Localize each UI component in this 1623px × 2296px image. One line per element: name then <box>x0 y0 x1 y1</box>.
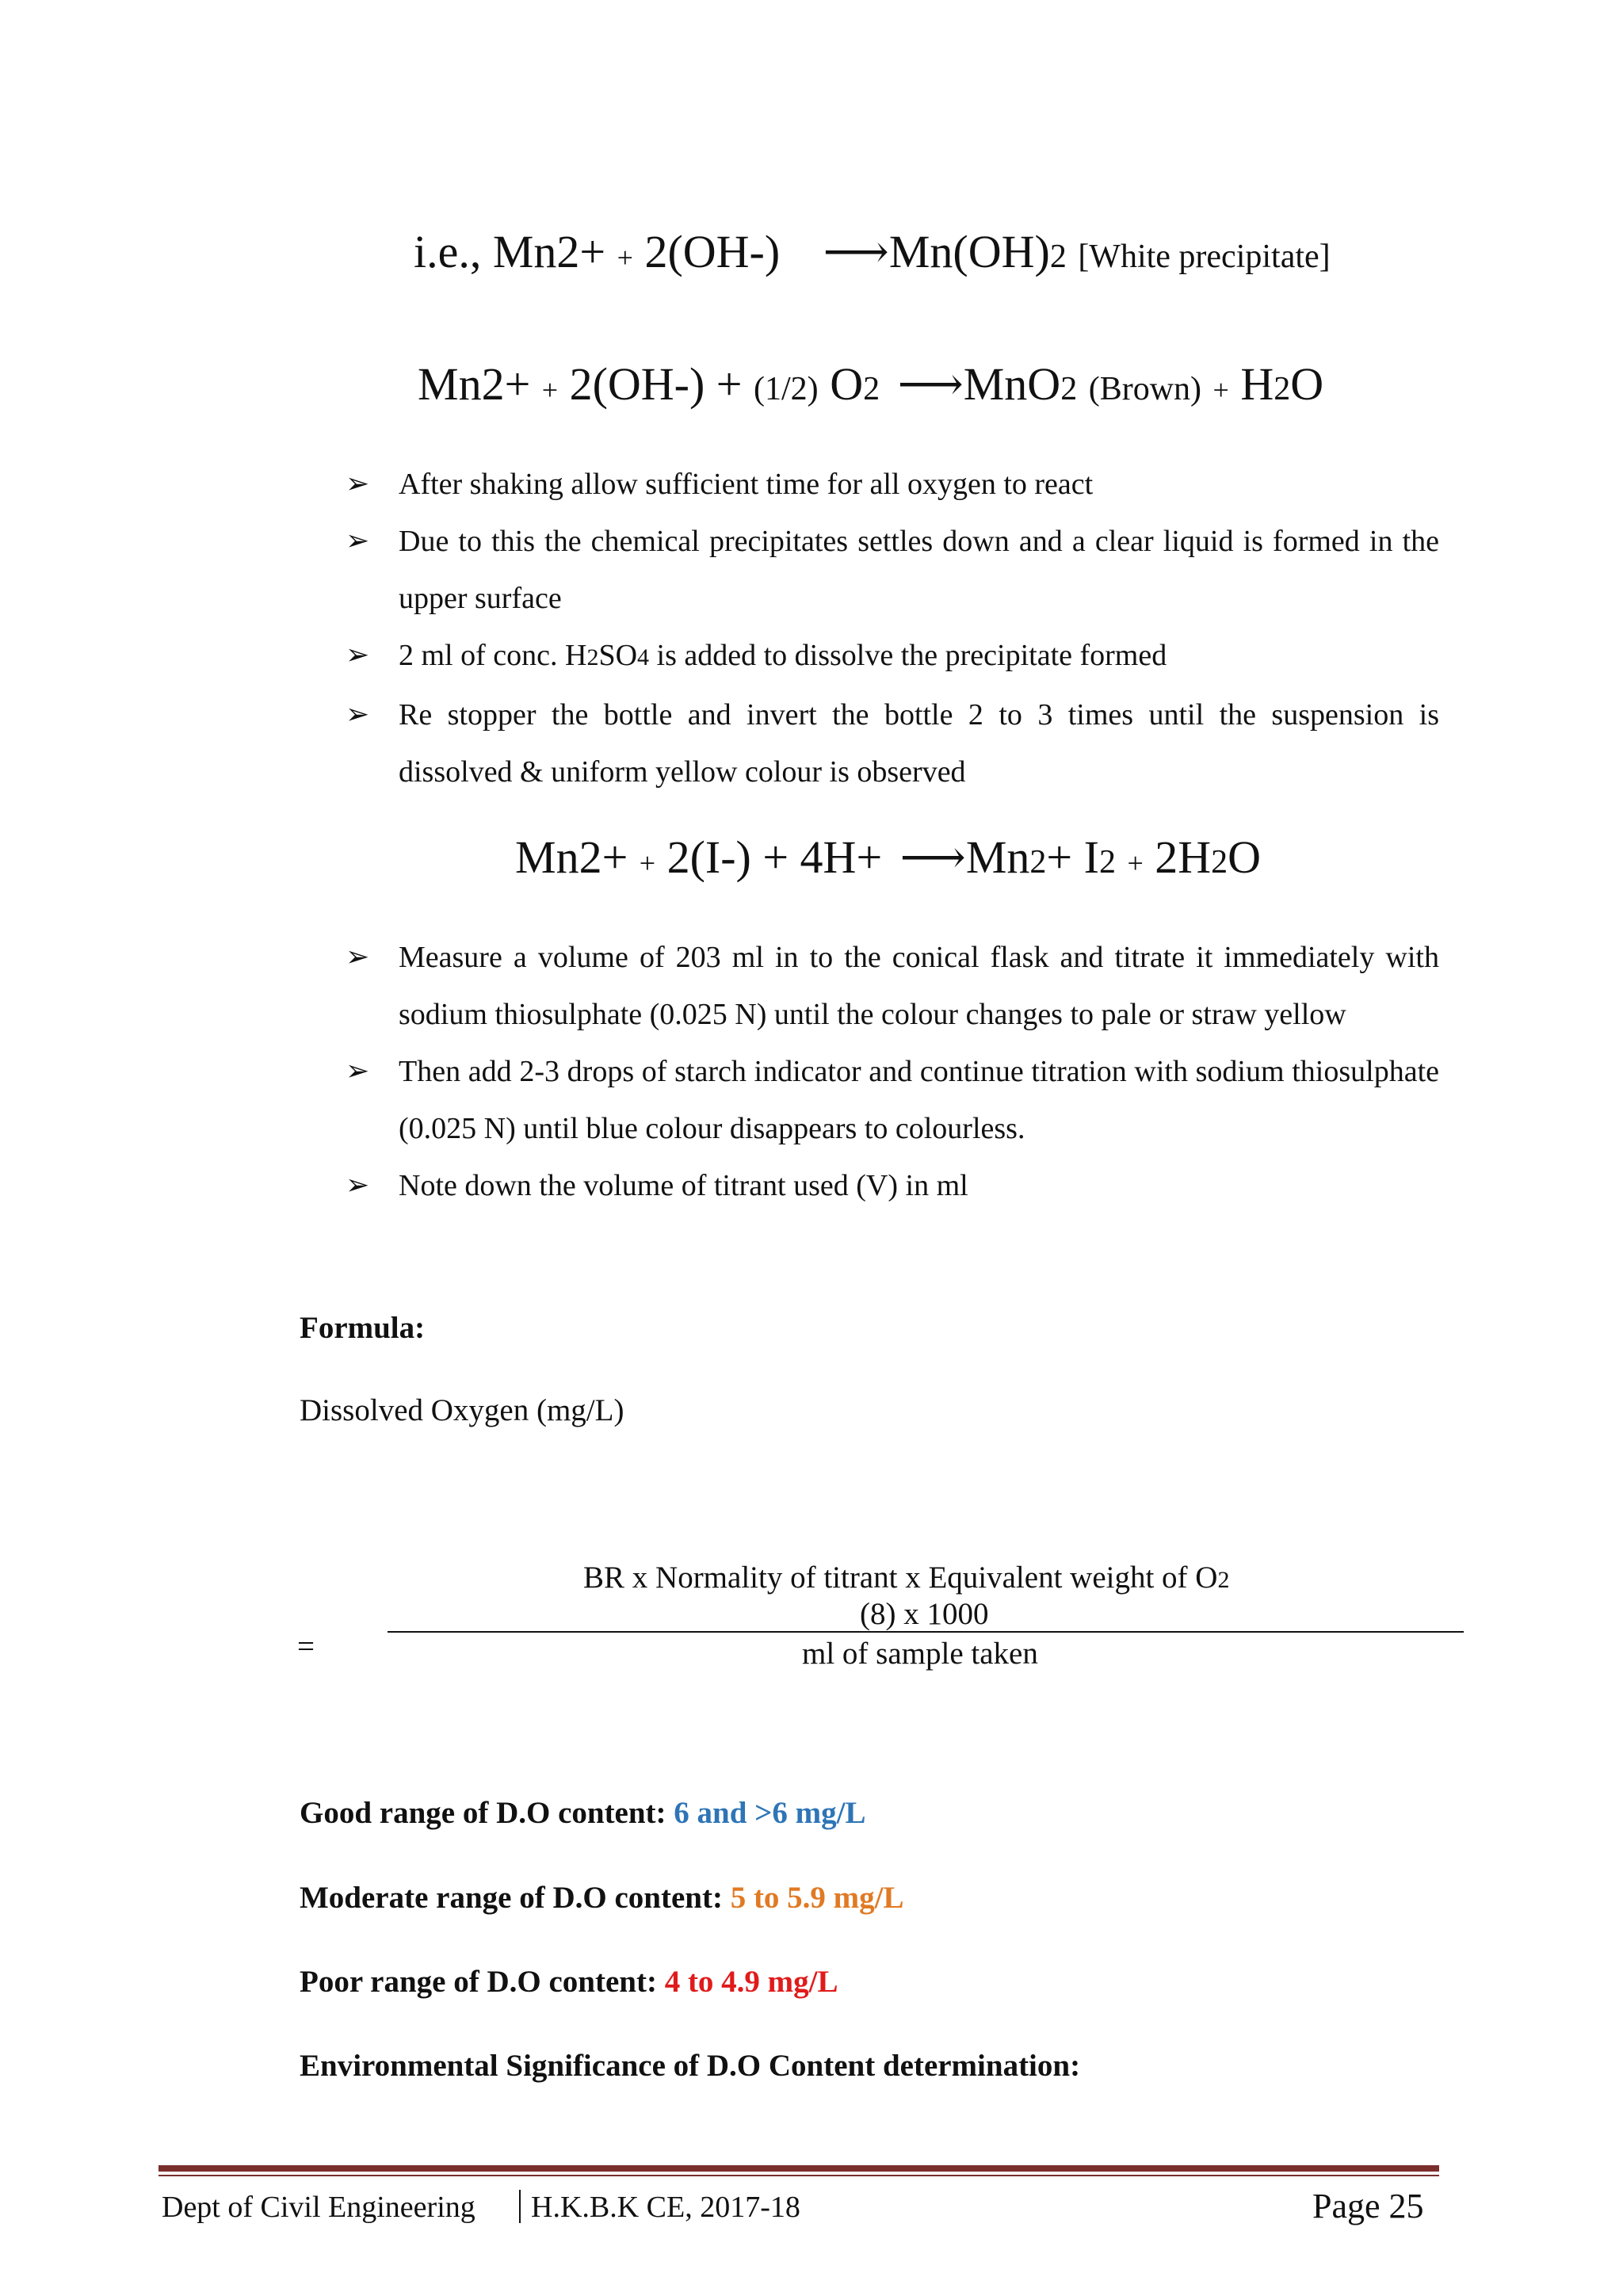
h2so4-sub2: 4 <box>637 644 650 670</box>
range-moderate-value: 5 to 5.9 mg/L <box>730 1881 904 1915</box>
list-item <box>346 1043 1439 1157</box>
eq3-mn2: Mn <box>965 831 1030 883</box>
eq1-plus: + <box>617 242 633 273</box>
list-item-text: Due to this the chemical precipitates settles down and a clear liquid is formed in the upper surface <box>399 525 1439 615</box>
page-number: Page 25 <box>1312 2187 1424 2225</box>
eq3-i-sub: 2 <box>1098 844 1116 881</box>
h2so4-sub1: 2 <box>586 644 599 670</box>
list-item-text: Note down the volume of titrant used (V) in ml <box>399 1169 968 1202</box>
formula-label: Dissolved Oxygen (mg/L) <box>300 1393 624 1427</box>
list-item <box>346 627 1439 686</box>
range-poor-label: Poor range of D.O content: <box>300 1965 665 1999</box>
range-moderate-label: Moderate range of D.O content: <box>300 1881 731 1915</box>
env-significance-heading: Environmental Significance of D.O Content determination: <box>300 2049 1081 2083</box>
eq2-h: H <box>1240 358 1274 410</box>
eq1-product: Mn(OH) <box>888 226 1050 277</box>
eq3-mn2-sub: 2 <box>1029 844 1047 881</box>
eq3-plus2: + <box>1127 847 1144 879</box>
procedure-list-1 <box>346 456 1439 800</box>
range-good <box>300 1795 866 1831</box>
numerator-text: BR x Normality of titrant x Equivalent weight of O <box>583 1561 1218 1595</box>
eq2-hydroxide: 2(OH-) + <box>569 358 743 410</box>
eq1-note: [White precipitate] <box>1078 239 1331 275</box>
list-item <box>346 929 1439 1043</box>
list-item-text: Then add 2-3 drops of starch indicator and continue titration with sodium thiosulphate (0.025 N) until blue colour disappears to colourless. <box>399 1055 1439 1145</box>
arrow-bullet-icon: ➢ <box>346 639 370 671</box>
eq1-hydroxide: 2(OH-) <box>644 226 781 277</box>
footer-separator <box>519 2190 521 2223</box>
range-good-label: Good range of D.O content: <box>300 1796 674 1830</box>
range-poor <box>300 1964 838 2000</box>
list-item-text <box>399 639 1167 672</box>
eq3-water-sub: 2 <box>1211 844 1228 881</box>
formula-numerator <box>583 1560 1229 1595</box>
footer-college: H.K.B.K CE, 2017-18 <box>531 2191 800 2224</box>
range-poor-value: 4 to 4.9 mg/L <box>664 1965 838 1999</box>
list-item-text: After shaking allow sufficient time for all oxygen to react <box>399 468 1094 501</box>
range-moderate <box>300 1880 904 1916</box>
h2so4-before: 2 ml of conc. H <box>399 639 587 672</box>
formula-heading: Formula: <box>300 1311 426 1345</box>
arrow-bullet-icon: ➢ <box>346 468 370 500</box>
formula-denominator: ml of sample taken <box>802 1637 1038 1671</box>
fraction-line <box>388 1631 1464 1633</box>
eq2-h-sub: 2 <box>1274 371 1291 407</box>
eq2-half: (1/2) <box>754 371 819 407</box>
eq3-mn: Mn2+ <box>515 831 628 883</box>
eq2-mn: Mn2+ <box>418 358 531 410</box>
footer-rule-thin <box>158 2175 1439 2176</box>
equation-mn-oxide <box>418 357 1323 411</box>
arrow-bullet-icon: ➢ <box>346 525 370 557</box>
equation-iodine <box>515 830 1261 884</box>
eq1-arrow: ⟶ <box>823 226 889 277</box>
eq2-oxygen-sub: 2 <box>863 371 880 407</box>
eq2-mno: MnO <box>963 358 1061 410</box>
arrow-bullet-icon: ➢ <box>346 1169 370 1201</box>
footer-dept: Dept of Civil Engineering <box>162 2191 475 2224</box>
eq2-mno-sub: 2 <box>1060 371 1078 407</box>
eq3-plus1: + <box>639 847 656 879</box>
list-item-text: Measure a volume of 203 ml in to the conical flask and titrate it immediately with sodium thiosulphate (0.025 N) until the colour changes to pale or straw yellow <box>399 941 1439 1031</box>
eq2-oxygen: O <box>830 358 864 410</box>
list-item <box>346 686 1439 800</box>
formula-equals: = <box>297 1629 315 1664</box>
formula-numerator-line2: (8) x 1000 <box>860 1597 989 1631</box>
h2so4-after: is added to dissolve the precipitate formed <box>649 639 1167 672</box>
footer-rule-thick <box>158 2165 1439 2172</box>
eq3-water-a: 2H <box>1155 831 1212 883</box>
list-item-text: Re stopper the bottle and invert the bottle 2 to 3 times until the suspension is dissolved & uniform yellow colour is observed <box>399 698 1439 789</box>
equation-mn-hydroxide <box>414 224 1331 278</box>
procedure-list-2 <box>346 929 1439 1214</box>
eq3-iodide: 2(I-) + 4H+ <box>666 831 883 883</box>
eq2-plus1: + <box>541 374 559 406</box>
eq3-arrow: ⟶ <box>899 831 966 883</box>
arrow-bullet-icon: ➢ <box>346 698 370 731</box>
eq1-reactant: i.e., Mn2+ <box>414 226 606 277</box>
eq2-plus2: + <box>1212 374 1229 406</box>
eq3-water-b: O <box>1228 831 1262 883</box>
list-item <box>346 1157 1439 1214</box>
eq2-o: O <box>1290 358 1324 410</box>
list-item <box>346 456 1439 513</box>
numerator-sub: 2 <box>1217 1567 1230 1593</box>
eq3-i: + I <box>1046 831 1099 883</box>
arrow-bullet-icon: ➢ <box>346 941 370 973</box>
eq1-product-sub: 2 <box>1049 239 1067 275</box>
eq2-arrow: ⟶ <box>897 358 964 410</box>
h2so4-mid: SO <box>598 639 638 672</box>
range-good-value: 6 and >6 mg/L <box>674 1796 866 1830</box>
list-item <box>346 513 1439 627</box>
eq2-brown: (Brown) <box>1088 371 1202 407</box>
arrow-bullet-icon: ➢ <box>346 1055 370 1087</box>
